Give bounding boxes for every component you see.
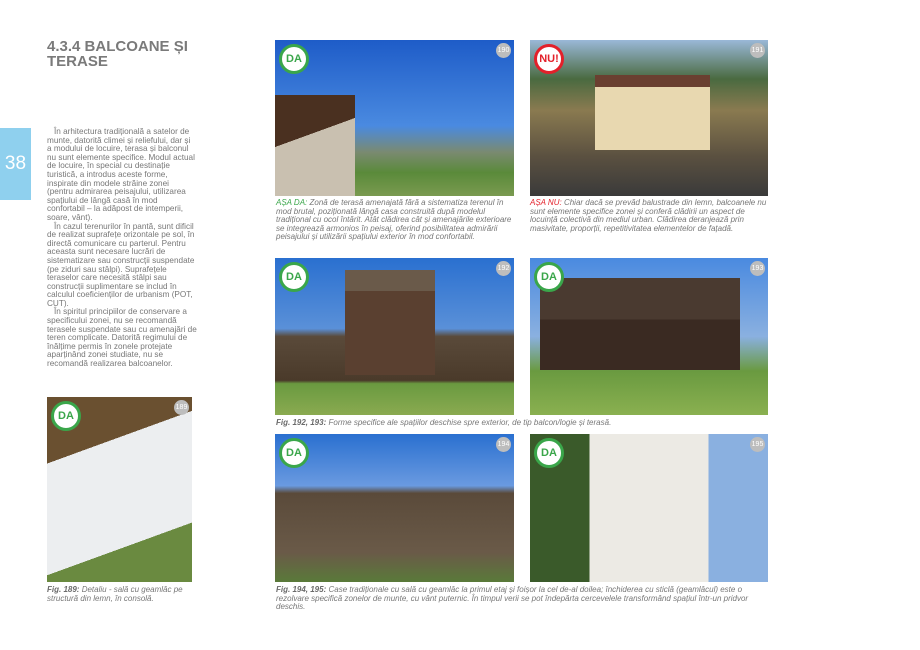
- caption-asa-da: AȘA DA: Zonă de terasă amenajată fără a sistematiza terenul în mod brutal, poziționată lângă casa construită după modelul tradițional cu ocol întărit. Atât clădirea cât și amenajările exterioare se integrează armonios în peisaj, oferind posibilitatea admirării peisajului și utilizării spațiului exterior în mod confortabil.: [276, 198, 512, 242]
- photo-193: [530, 258, 768, 415]
- nu-badge: NU!: [534, 44, 564, 74]
- da-badge: DA: [279, 262, 309, 292]
- caption-fig-192-193: Fig. 192, 193: Forme specifice ale spațiilor deschise spre exterior, de tip balcon/logie și terasă.: [276, 418, 612, 427]
- photo-194: [275, 434, 514, 582]
- page-number: 38: [0, 128, 31, 200]
- da-badge: DA: [534, 262, 564, 292]
- da-badge: DA: [279, 438, 309, 468]
- photo-number: 189: [174, 400, 189, 415]
- photo-number: 192: [496, 261, 511, 276]
- da-badge: DA: [51, 401, 81, 431]
- photo-number: 190: [496, 43, 511, 58]
- photo-191: [530, 40, 768, 196]
- photo-195: [530, 434, 768, 582]
- da-badge: DA: [279, 44, 309, 74]
- photo-number: 194: [496, 437, 511, 452]
- photo-189: [47, 397, 192, 582]
- caption-fig-189: Fig. 189: Detaliu - sală cu geamlâc pe structură din lemn, în consolă.: [47, 585, 183, 603]
- caption-fig-194-195: Fig. 194, 195: Case tradiționale cu sală cu geamlâc la primul etaj și foișor la cel de-al doilea; închiderea cu sticlă (geamlâcul) este o rezolvare specifică zonelor de munte, cu vânt puternic. În timpul verii se pot îndepărta cercevelele transformând spațiul într-un pridvor deschis.: [276, 585, 749, 612]
- photo-number: 195: [750, 437, 765, 452]
- paragraph: În spiritul principiilor de conservare a specificului zonei, nu se recomandă terasele suspendate sau cu amenajări de teren complicate. Datorită regimului de înălțime permis în zonele protejate aparținând zonei studiate, nu se recomandă realizarea balcoanelor.: [47, 307, 197, 369]
- caption-asa-nu: AȘA NU: Chiar dacă se prevăd balustrade din lemn, balcoanele nu sunt elemente specifice zonei și conferă clădirii un aspect de locuință colectivă din mediul urban. Clădirea deranjează prin masivitate, proporții, repetitivitatea elementelor de fațadă.: [530, 198, 767, 233]
- da-badge: DA: [534, 438, 564, 468]
- photo-192: [275, 258, 514, 415]
- section-title: 4.3.4 BALCOANE ȘI TERASE: [47, 38, 188, 70]
- photo-190: [275, 40, 514, 196]
- photo-number: 191: [750, 43, 765, 58]
- paragraph: În cazul terenurilor în pantă, sunt dificil de realizat suprafețe orizontale pe sol, în directă comunicare cu parterul. Pentru aceasta sunt necesare lucrări de sistematizare sau construcții suspendate (pe ziduri sau stâlpi). Suprafețele teraselor care necesită stâlpi sau construcții suplimentare se includ în calculul coeficienților de urbanism (POT, CUT).: [47, 221, 195, 308]
- body-text: [47, 128, 197, 369]
- photo-number: 193: [750, 261, 765, 276]
- paragraph: În arhitectura tradițională a satelor de munte, datorită climei și reliefului, dar și a modului de locuire, terasa și balconul nu sunt elemente specifice. Modul actual de locuire, în special cu destinație turistică, a introdus aceste forme, inspirate din modele străine zonei (pentru admirarea peisajului, utilizarea spațiului de lângă casă în mod confortabil – la adăpost de intemperii, soare, vânt).: [47, 127, 195, 222]
